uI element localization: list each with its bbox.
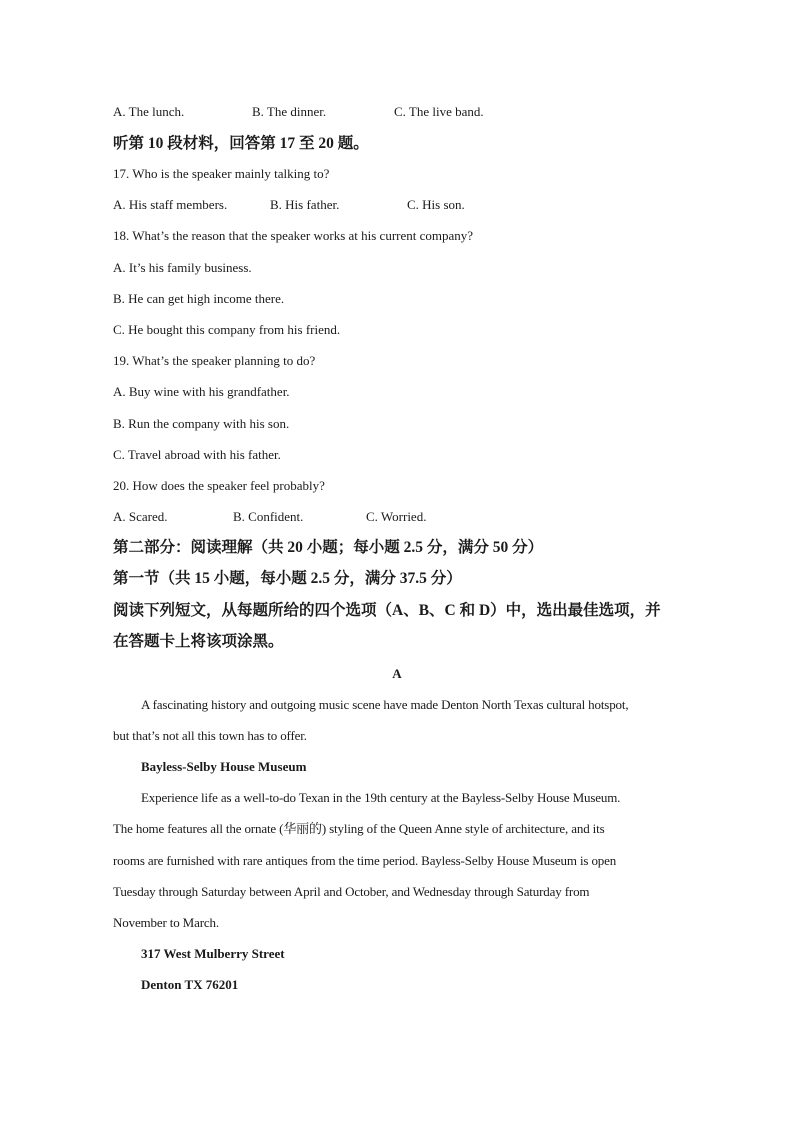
address-line-2: Denton TX 76201 bbox=[141, 977, 239, 992]
museum-line-3: rooms are furnished with rare antiques from the time period. Bayless-Selby House Museum is open bbox=[113, 853, 617, 868]
intro-line-1: A fascinating history and outgoing music scene have made Denton North Texas cultural hotspot, bbox=[141, 697, 629, 712]
passage-letter: A bbox=[392, 666, 402, 681]
q20-option-b: B. Confident. bbox=[233, 509, 304, 524]
q17-options-row bbox=[113, 197, 713, 213]
q18-option-b: B. He can get high income there. bbox=[113, 291, 285, 306]
q18-option-c: C. He bought this company from his friend. bbox=[113, 322, 341, 337]
q20-option-c: C. Worried. bbox=[366, 509, 427, 524]
q18-question: 18. What’s the reason that the speaker works at his current company? bbox=[113, 228, 474, 243]
q20-option-a: A. Scared. bbox=[113, 509, 168, 524]
museum-title: Bayless-Selby House Museum bbox=[141, 759, 307, 774]
q16-option-b: B. The dinner. bbox=[252, 104, 327, 119]
q19-option-a: A. Buy wine with his grandfather. bbox=[113, 384, 290, 399]
q16-options-row bbox=[113, 104, 713, 120]
q19-option-b: B. Run the company with his son. bbox=[113, 416, 290, 431]
section1-heading: 第一节（共 15 小题，每小题 2.5 分，满分 37.5 分） bbox=[113, 570, 462, 587]
q19-question: 19. What’s the speaker planning to do? bbox=[113, 353, 316, 368]
museum-line-4: Tuesday through Saturday between April and October, and Wednesday through Saturday from bbox=[113, 884, 590, 899]
q17-option-a: A. His staff members. bbox=[113, 197, 228, 212]
instruction-line-1: 阅读下列短文，从每题所给的四个选项（A、B、C 和 D）中，选出最佳选项，并 bbox=[113, 602, 661, 619]
museum-line-2: The home features all the ornate (华丽的) styling of the Queen Anne style of architecture, and its bbox=[113, 821, 605, 836]
q20-question: 20. How does the speaker feel probably? bbox=[113, 478, 325, 493]
q18-option-a: A. It’s his family business. bbox=[113, 260, 252, 275]
q17-option-b: B. His father. bbox=[270, 197, 340, 212]
q19-option-c: C. Travel abroad with his father. bbox=[113, 447, 281, 462]
q17-option-c: C. His son. bbox=[407, 197, 465, 212]
museum-line-1: Experience life as a well-to-do Texan in the 19th century at the Bayless-Selby House Museum. bbox=[141, 790, 621, 805]
museum-line-5: November to March. bbox=[113, 915, 219, 930]
address-line-1: 317 West Mulberry Street bbox=[141, 946, 285, 961]
q20-options-row bbox=[113, 509, 713, 525]
instruction-line-2: 在答题卡上将该项涂黑。 bbox=[113, 633, 284, 650]
part2-heading: 第二部分：阅读理解（共 20 小题；每小题 2.5 分，满分 50 分） bbox=[113, 539, 544, 556]
section-10-heading: 听第 10 段材料，回答第 17 至 20 题。 bbox=[113, 135, 369, 152]
q16-option-a: A. The lunch. bbox=[113, 104, 185, 119]
q17-question: 17. Who is the speaker mainly talking to? bbox=[113, 166, 330, 181]
intro-line-2: but that’s not all this town has to offer. bbox=[113, 728, 307, 743]
q16-option-c: C. The live band. bbox=[394, 104, 484, 119]
